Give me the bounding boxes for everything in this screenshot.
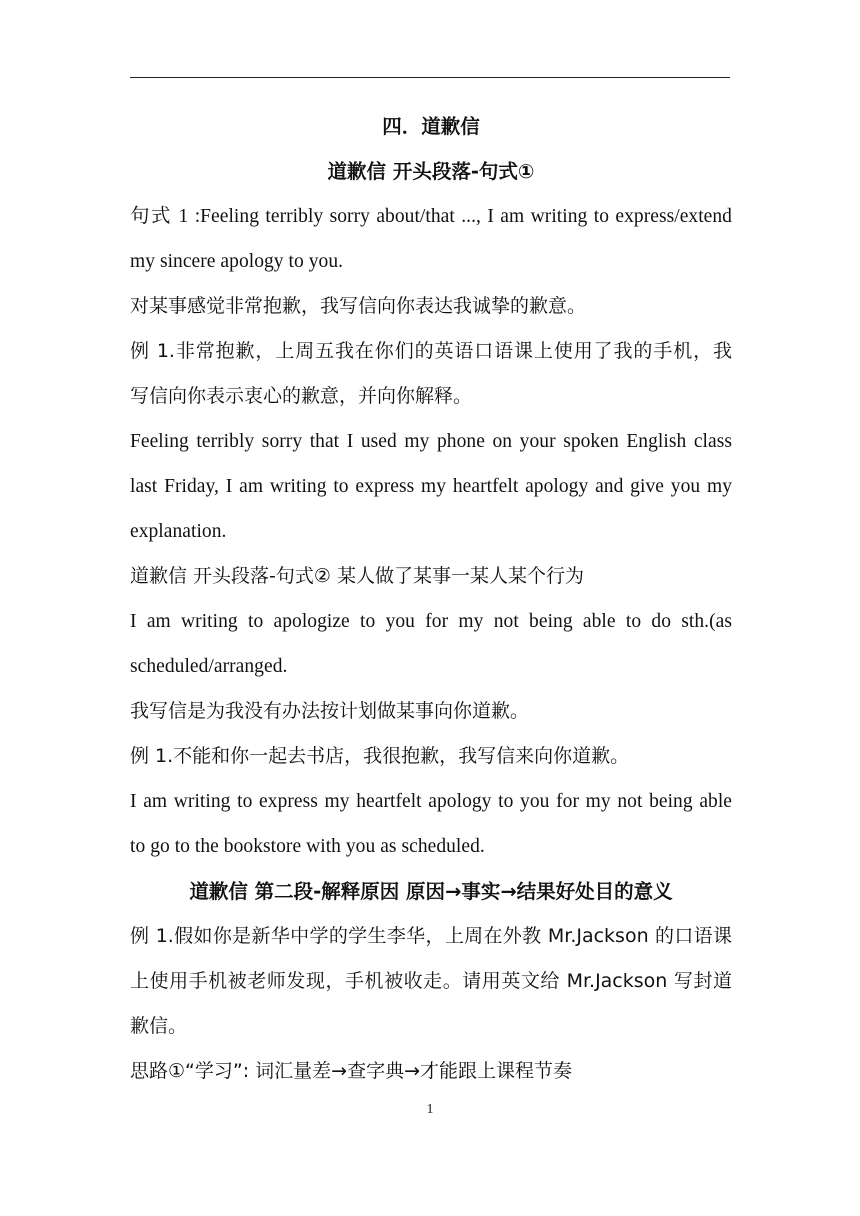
idea-line: 思路①“学习”: 词汇量差→查字典→才能跟上课程节奏 [130,1060,573,1082]
example-line: 写信向你表示衷心的歉意，并向你解释。 [130,385,473,407]
translation-line: 对某事感觉非常抱歉，我写信向你表达我诚挚的歉意。 [130,295,587,317]
example-english-line: I am writing to express my heartfelt apology to you for my not being able [130,791,732,812]
subsection-heading-opening-pattern-2: 道歉信 开头段落-句式② 某人做了某事一某人某个行为 [130,565,584,587]
page-number: 1 [426,1102,434,1117]
subsection-heading-opening-pattern-1: 道歉信 开头段落-句式① [327,160,535,183]
sentence-pattern-line: I am writing to apologize to you for my not being able to do sth.(as [130,611,732,632]
example-english-line: to go to the bookstore with you as scheduled. [130,836,485,857]
sentence-pattern-line: 句式 1 :Feeling terribly sorry about/that ..., I am writing to express/extend [130,206,732,227]
example-line: 歉信。 [130,1015,188,1037]
sentence-pattern-line: my sincere apology to you. [130,251,344,272]
header-rule [130,77,730,78]
section-title: 四．道歉信 [382,115,480,138]
example-line: 例 1.不能和你一起去书店，我很抱歉，我写信来向你道歉。 [130,745,630,767]
sentence-pattern-line: scheduled/arranged. [130,656,288,677]
example-english-line: last Friday, I am writing to express my heartfelt apology and give you my [130,476,732,497]
example-english-line: Feeling terribly sorry that I used my phone on your spoken English class [130,431,732,452]
document-body [130,104,732,1094]
example-line: 例 1.非常抱歉，上周五我在你们的英语口语课上使用了我的手机，我 [130,340,732,362]
example-english-line: explanation. [130,521,227,542]
translation-line: 我写信是为我没有办法按计划做某事向你道歉。 [130,700,530,722]
subsection-heading-second-paragraph: 道歉信 第二段-解释原因 原因→事实→结果好处目的意义 [189,880,673,903]
example-line: 例 1.假如你是新华中学的学生李华，上周在外教 Mr.Jackson 的口语课 [130,925,732,947]
example-line: 上使用手机被老师发现，手机被收走。请用英文给 Mr.Jackson 写封道 [130,970,732,992]
